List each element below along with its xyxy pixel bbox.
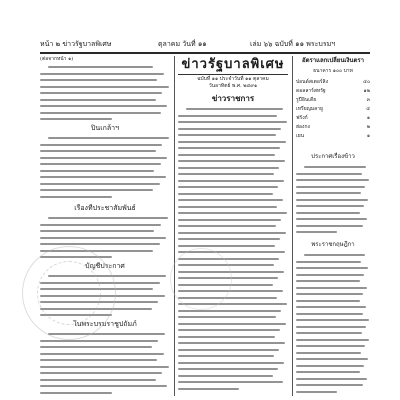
header-date: ตุลาคม วันที่ ๑๑	[158, 40, 207, 48]
text-line	[178, 154, 275, 156]
article-text-block	[40, 135, 170, 201]
text-line	[296, 378, 367, 380]
text-line	[178, 323, 286, 325]
text-line	[296, 231, 337, 233]
text-line	[178, 355, 274, 357]
text-line	[296, 186, 365, 188]
text-line	[40, 86, 169, 88]
text-line	[178, 310, 281, 312]
middle-column	[178, 56, 288, 396]
column-divider	[174, 56, 175, 396]
column-title: อัตราแลกเปลี่ยนเงินตรา	[302, 57, 364, 64]
text-line	[296, 319, 369, 321]
text-line	[296, 339, 369, 341]
text-line	[40, 392, 112, 394]
header-issue: เล่ม ๖๖ ฉบับที่ ๑๑ พระบรมฯ	[250, 40, 336, 48]
price-label: ปอนด์สเตอร์ลิง	[296, 79, 329, 85]
text-line	[296, 293, 363, 295]
text-line	[178, 128, 281, 130]
article-text-block	[40, 331, 170, 395]
price-row	[296, 96, 370, 104]
price-label: ดอลลาร์สหรัฐ	[296, 88, 326, 94]
header-rule	[40, 52, 370, 54]
text-line	[296, 371, 360, 373]
text-line	[178, 180, 284, 182]
text-line	[296, 274, 364, 276]
text-line	[40, 243, 160, 245]
text-line	[296, 199, 368, 201]
text-line	[40, 379, 156, 381]
text-line	[178, 349, 279, 351]
text-line	[40, 118, 112, 120]
text-line	[178, 115, 277, 117]
text-line	[178, 238, 280, 240]
text-line	[178, 173, 274, 175]
text-line	[178, 219, 281, 221]
text-line	[296, 280, 360, 282]
text-line	[178, 381, 283, 383]
right-column	[296, 56, 370, 396]
text-line	[178, 336, 275, 338]
text-line	[178, 134, 276, 136]
text-line	[296, 326, 366, 328]
text-line	[48, 217, 168, 219]
text-line	[178, 342, 285, 344]
page-header	[40, 38, 370, 50]
price-value: ๑	[366, 115, 370, 121]
price-label: ฟรังก์	[296, 115, 308, 121]
section-heading: บัญชีประกาศ	[85, 262, 125, 270]
price-label: ฮ่องกง	[296, 124, 310, 130]
text-line	[178, 232, 286, 234]
text-line	[40, 79, 157, 81]
column-subtitle: ธนาคาร ๑๐๐ บาท	[313, 68, 353, 74]
masthead-date: วันอาทิตย์ พ.ศ. ๒๔๙๑	[208, 83, 258, 89]
text-line	[296, 205, 364, 207]
continuation-note: (ต่อจากหน้า ๑)	[40, 56, 74, 62]
price-label: เยน	[296, 133, 305, 139]
section-heading: พระราชกฤษฎีกา	[311, 241, 355, 248]
text-line	[178, 225, 276, 227]
text-line	[178, 186, 278, 188]
text-line	[178, 362, 284, 364]
text-line	[40, 359, 157, 361]
text-line	[40, 340, 158, 342]
section-heading: เรื่องที่ประชาสัมพันธ์	[74, 204, 136, 212]
masthead-subtitle: ฉบับที่ ๑๑ ประจำวันที่ ๑๑ ตุลาคม	[197, 76, 269, 82]
price-value: ๔๐	[363, 79, 370, 85]
text-line	[296, 300, 360, 302]
text-line	[40, 196, 112, 198]
left-column	[40, 56, 170, 396]
text-line	[296, 358, 368, 360]
section-heading: ในพระบรมราชูปถัมภ์	[73, 320, 137, 328]
text-line	[40, 346, 152, 348]
text-line	[40, 157, 167, 159]
text-line	[40, 230, 154, 232]
section-heading: ประกาศเรื่องข้าว	[311, 153, 355, 160]
text-line	[48, 66, 153, 68]
price-row	[296, 123, 370, 131]
text-line	[178, 329, 280, 331]
price-row	[296, 78, 370, 86]
text-line	[40, 150, 156, 152]
faint-seal-watermark	[22, 246, 116, 340]
price-value: ๓	[366, 97, 370, 103]
text-line	[296, 261, 361, 263]
price-label: รูปีอินเดีย	[296, 97, 317, 103]
text-line	[40, 224, 161, 226]
text-line	[40, 385, 167, 387]
text-line	[186, 108, 283, 110]
text-line	[296, 365, 364, 367]
text-line	[40, 92, 162, 94]
text-line	[296, 313, 363, 315]
article-text-block	[40, 64, 170, 122]
text-line	[304, 254, 365, 256]
text-line	[178, 160, 285, 162]
text-line	[296, 384, 363, 386]
text-line	[296, 287, 367, 289]
text-line	[178, 375, 273, 377]
text-line	[40, 144, 162, 146]
price-value: ๑	[366, 133, 370, 139]
text-line	[296, 345, 365, 347]
text-line	[296, 391, 337, 393]
text-line	[178, 212, 287, 214]
price-value: ๒	[366, 124, 370, 130]
column-divider	[292, 56, 293, 396]
text-line	[296, 218, 367, 220]
text-line	[296, 352, 361, 354]
section-heading: ปิ่นเกล้าฯ	[90, 124, 119, 132]
text-line	[178, 167, 279, 169]
text-line	[178, 206, 277, 208]
text-line	[40, 372, 162, 374]
text-line	[296, 225, 363, 227]
price-row	[296, 105, 370, 113]
header-left: หน้า ๒ ข่าวรัฐบาลพิเศษ	[40, 40, 112, 48]
text-line	[296, 179, 369, 181]
text-line	[304, 166, 366, 168]
text-line	[296, 306, 366, 308]
text-line	[178, 141, 286, 143]
text-line	[40, 163, 161, 165]
text-line	[40, 237, 166, 239]
text-line	[296, 173, 362, 175]
text-line	[178, 368, 278, 370]
price-row	[296, 87, 370, 95]
text-line	[40, 99, 156, 101]
text-line	[40, 170, 154, 172]
text-line	[178, 199, 283, 201]
text-line	[40, 189, 153, 191]
price-row	[296, 114, 370, 122]
text-line	[178, 388, 239, 390]
text-line	[178, 245, 275, 247]
text-line	[40, 183, 160, 185]
price-value: ๑๒	[363, 88, 370, 94]
text-line	[296, 212, 360, 214]
text-line	[178, 147, 280, 149]
text-line	[40, 353, 164, 355]
text-line	[296, 192, 361, 194]
text-line	[40, 105, 167, 107]
text-line	[178, 121, 287, 123]
price-value: ๔	[366, 106, 370, 112]
text-line	[40, 73, 164, 75]
text-line	[48, 137, 169, 139]
column-title: ข่าวราชการ	[211, 93, 255, 103]
text-line	[40, 176, 166, 178]
price-row	[296, 132, 370, 140]
text-line	[178, 316, 276, 318]
text-line	[40, 112, 161, 114]
text-line	[296, 267, 368, 269]
text-line	[40, 366, 169, 368]
article-text-block	[296, 252, 370, 394]
faint-seal-watermark	[170, 248, 232, 310]
article-text-block	[296, 164, 370, 236]
masthead-title: ข่าวรัฐบาลพิเศษ	[178, 56, 288, 75]
text-line	[178, 193, 273, 195]
text-line	[296, 332, 362, 334]
price-label: เหรียญมลายู	[296, 106, 323, 112]
